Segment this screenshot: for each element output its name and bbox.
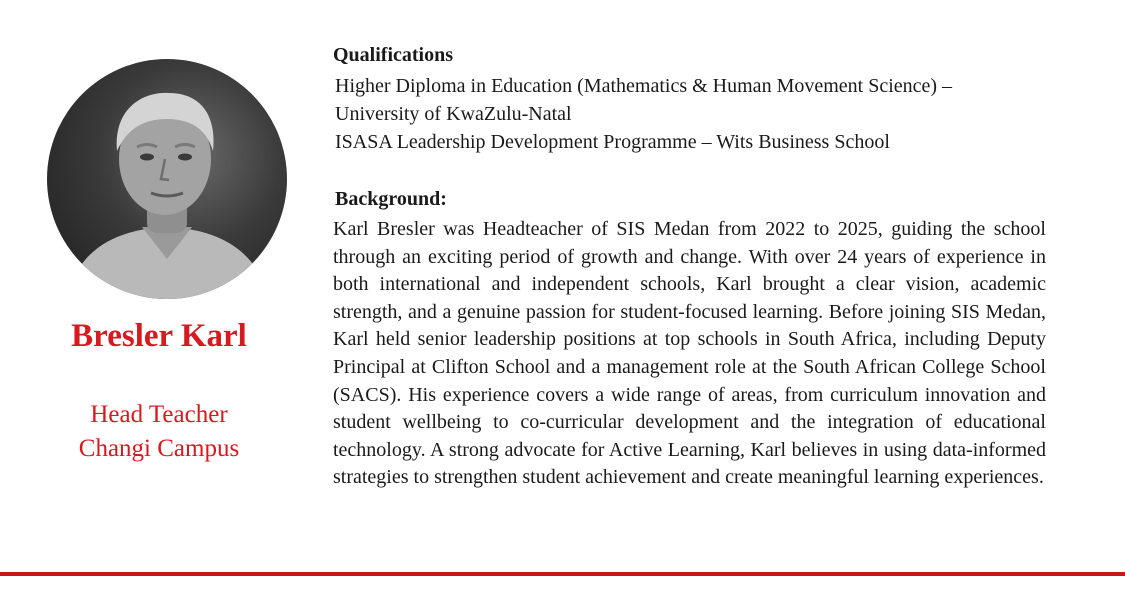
qualifications-heading: Qualifications [333, 44, 454, 66]
role-title: Head Teacher [90, 401, 228, 428]
profile-role [0, 398, 318, 466]
profile-photo [47, 59, 287, 299]
background-paragraph: Karl Bresler was Headteacher of SIS Medan from 2022 to 2025, guiding the school through an exciting period of growth and change. With over 24 years of experience in both international and independent schools, Karl brought a clear vision, academic strength, and a genuine passion for student-focused learning. Before joining SIS Medan, Karl held senior leadership positions at top schools in South Africa, including Deputy Principal at Clifton School and a management role at the South African College School (SACS). His experience covers a wide range of areas, from curriculum innovation and student wellbeing to co-curricular development and the integration of educational technology. A strong advocate for Active Learning, Karl believes in using data-informed strategies to strengthen student achievement and create meaningful learning experiences. [333, 218, 1046, 489]
qualification-line: ISASA Leadership Development Programme – Wits Business School [335, 131, 890, 153]
qualifications-list [335, 72, 1055, 156]
qualification-line: University of KwaZulu-Natal [335, 103, 572, 125]
qualification-line: Higher Diploma in Education (Mathematics & Human Movement Science) – [335, 75, 953, 97]
background-heading: Background: [335, 188, 447, 210]
bottom-divider [0, 572, 1125, 576]
profile-name: Bresler Karl [71, 318, 247, 354]
campus-name: Changi Campus [78, 435, 240, 462]
person-portrait-icon [47, 59, 287, 299]
